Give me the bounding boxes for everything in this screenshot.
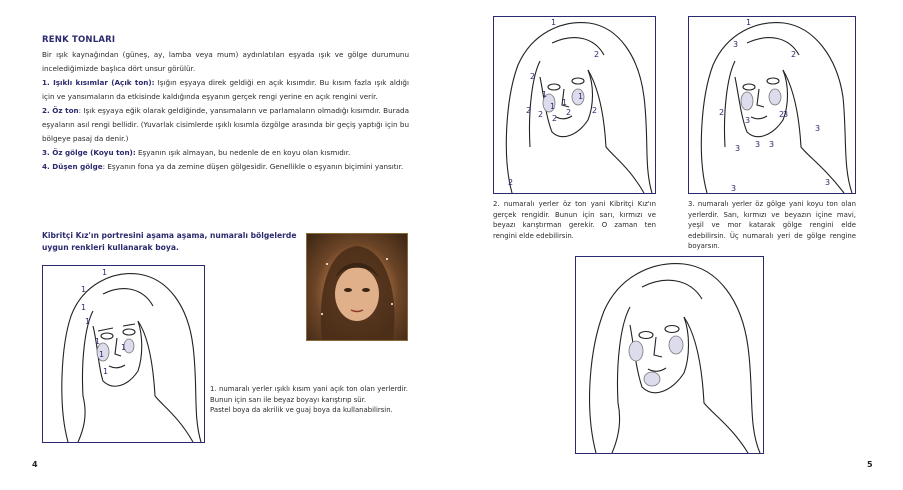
intro-paragraph: Bir ışık kaynağından (güneş, ay, lamba veya mum) aydınlatılan eşyada ışık ve gölge durumunu incelediğimizde başlıca dört unsur görülür.: [42, 50, 409, 73]
caption-step-3: 3. numaralı yerler öz gölge yani koyu ton olan yerlerdir. Sarı, kırmızı ve beyazın içine mavi, yeşil ve mor katarak gölge rengini elde edebilirsin. Üç numaralı yeri de gölge rengine boyarsın.: [688, 200, 856, 250]
svg-text:1: 1: [95, 337, 101, 346]
svg-text:2: 2: [538, 110, 544, 119]
item-2-text: : Işık eşyaya eğik olarak geldiğinde, yansımaların ve parlamaların olmadığı kısımdır. Burada eşyaların asıl rengi bellidir. (Yuvarlak cisimlerde ışıklı kısımla özgölge arasında bir geçiş yaptığı için bu bölgeye pasaj da denir.): [42, 106, 409, 143]
caption-step-2: 2. numaralı yerler öz ton yani Kibritçi Kız'ın gerçek rengidir. Bunun için sarı, kırmızı ve beyazı karıştırman gerekir. O zaman ten rengini elde edebilirsin.: [493, 200, 656, 240]
svg-text:1: 1: [103, 367, 109, 376]
svg-text:2: 2: [594, 50, 600, 59]
item-2-heading: 2. Öz ton: [42, 106, 79, 115]
svg-text:1: 1: [99, 350, 105, 359]
svg-text:1: 1: [81, 285, 87, 294]
svg-text:2: 2: [779, 110, 785, 119]
svg-text:1: 1: [102, 268, 108, 277]
portrait-line-art-4: [576, 257, 763, 453]
svg-text:2: 2: [552, 114, 558, 123]
caption-step-1-text: 1. numaralı yerler ışıklı kısım yani açık ton olan yerlerdir. Bunun için sarı ile beyaz boyayı karıştırıp sür.: [210, 385, 408, 404]
svg-text:1: 1: [746, 18, 752, 27]
reference-portrait-photo: [306, 233, 408, 341]
coloring-instruction: Kibritçi Kız'ın portresini aşama aşama, numaralı bölgelerde uygun renkleri kullanarak boya.: [42, 231, 297, 252]
item-2: [42, 104, 409, 146]
portrait-drawing-1: [42, 265, 205, 443]
svg-text:2: 2: [566, 108, 572, 117]
item-1: [42, 76, 409, 104]
svg-text:2: 2: [719, 108, 725, 117]
item-3: [42, 146, 409, 160]
svg-text:1: 1: [85, 317, 91, 326]
item-3-heading: 3. Öz gölge (Koyu ton):: [42, 148, 136, 157]
svg-text:3: 3: [731, 184, 737, 193]
item-3-text: Eşyanın ışık almayan, bu nedenle de en koyu olan kısmıdır.: [135, 148, 351, 157]
svg-text:1: 1: [562, 98, 568, 107]
svg-text:3: 3: [733, 40, 739, 49]
portrait-line-art-3: [689, 17, 855, 193]
item-1-heading: 1. Işıklı kısımlar (Açık ton):: [42, 78, 155, 87]
svg-text:3: 3: [783, 110, 789, 119]
svg-text:2: 2: [791, 50, 797, 59]
svg-text:1: 1: [542, 90, 548, 99]
portrait-drawing-2: [493, 16, 656, 194]
svg-text:3: 3: [735, 144, 741, 153]
svg-text:3: 3: [769, 140, 775, 149]
photo-face-sketch: [307, 234, 407, 340]
svg-text:3: 3: [745, 116, 751, 125]
portrait-line-art-1: [43, 266, 204, 442]
page-title: RENK TONLARI: [42, 35, 116, 45]
page-number-left: 4: [32, 460, 38, 469]
intro-text-block: [42, 48, 409, 174]
caption-step-1-note: Pastel boya da akrilik ve guaj boya da kullanabilirsin.: [210, 406, 393, 414]
svg-text:3: 3: [825, 178, 831, 187]
caption-step-1: [210, 384, 408, 416]
svg-text:1: 1: [121, 343, 127, 352]
item-4: [42, 160, 409, 174]
svg-text:1: 1: [578, 92, 584, 101]
svg-text:2: 2: [508, 178, 514, 187]
svg-text:1: 1: [550, 102, 556, 111]
portrait-drawing-3: [688, 16, 856, 194]
item-1-text: Işığın eşyaya direk geldiği en açık kısımdır. Bu kısım fazla ışık aldığı için ve yansımaların da etkisinde kaldığında eşyanın gerçek rengi yerine en açık rengini verir.: [42, 78, 409, 101]
svg-text:1: 1: [81, 303, 87, 312]
svg-text:2: 2: [526, 106, 532, 115]
portrait-drawing-4: [575, 256, 764, 454]
svg-text:1: 1: [551, 18, 557, 27]
item-4-heading: 4. Düşen gölge: [42, 162, 103, 171]
svg-text:2: 2: [592, 106, 598, 115]
page-number-right: 5: [867, 460, 873, 469]
svg-text:3: 3: [815, 124, 821, 133]
portrait-line-art-2: [494, 17, 655, 193]
svg-text:2: 2: [530, 72, 536, 81]
svg-text:3: 3: [755, 140, 761, 149]
item-4-text: : Eşyanın fona ya da zemine düşen gölgesidir. Genellikle o eşyanın biçimini yansıtır.: [102, 162, 404, 171]
